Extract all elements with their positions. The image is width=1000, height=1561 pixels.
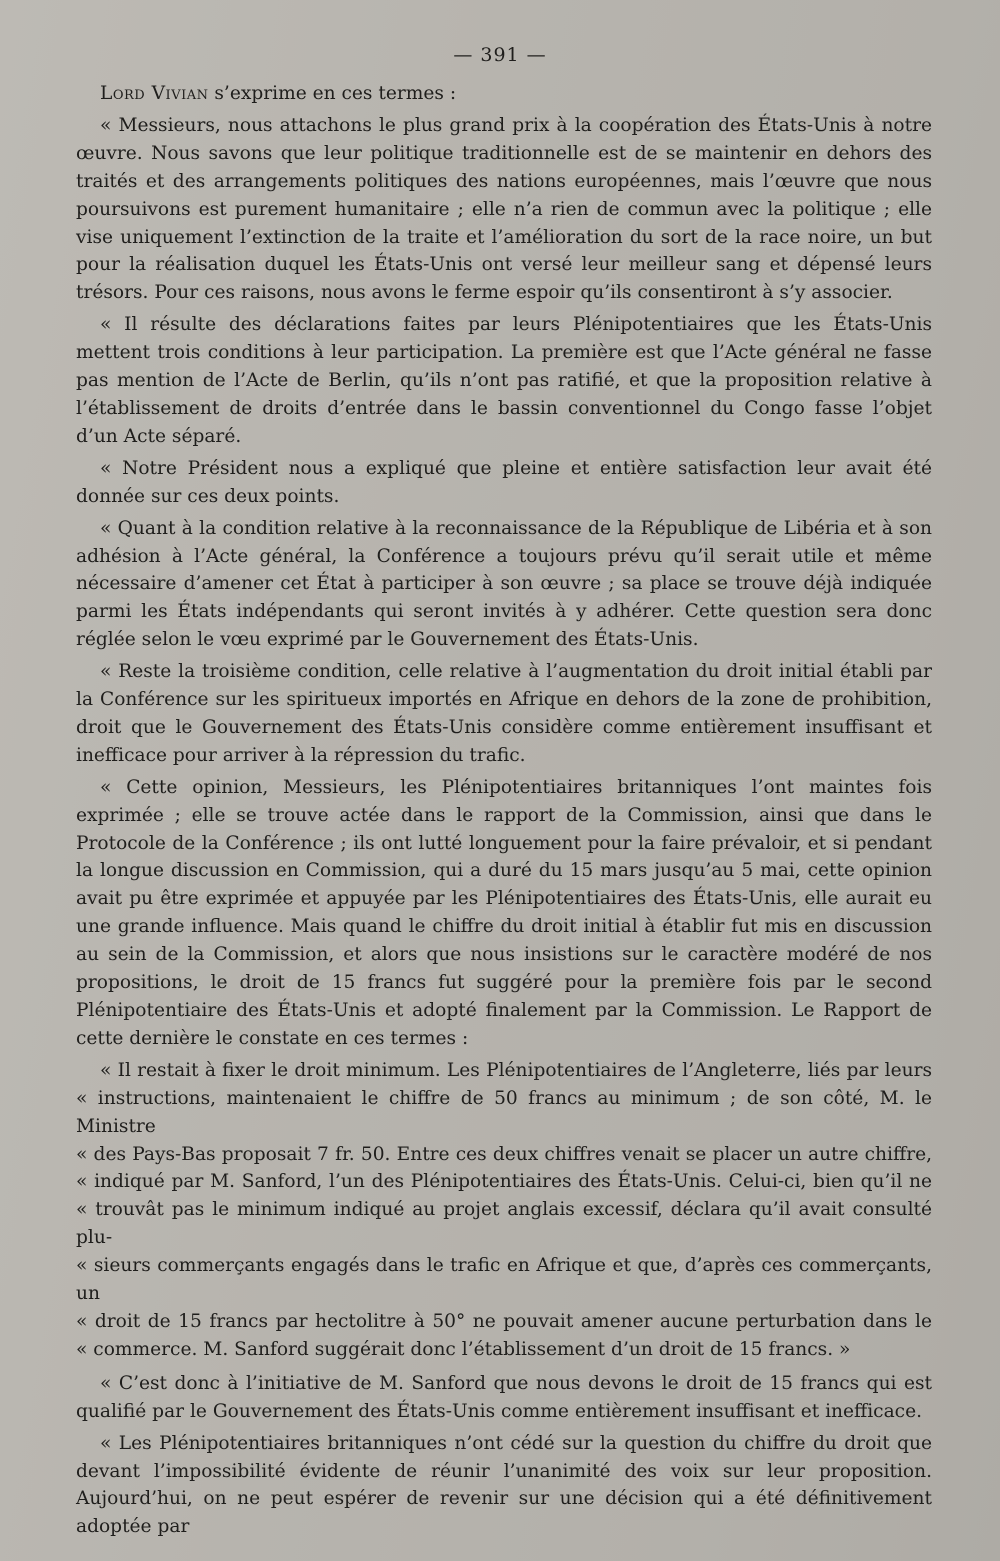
quote-line-6: « sieurs commerçants engagés dans le trafic en Afrique et que, d’après ces commerçants, un xyxy=(76,1255,932,1305)
intro-line xyxy=(76,80,932,108)
quote-line-1: « Il restait à fixer le droit minimum. Les Plénipotentiaires de l’Angleterre, liés par leurs xyxy=(100,1059,932,1081)
paragraph-7: « C’est donc à l’initiative de M. Sanford que nous devons le droit de 15 francs qui est qualifié par le Gouvernement des États-Unis comme entièrement insuffisant et inefficace. xyxy=(76,1372,932,1422)
quote-line-4: « indiqué par M. Sanford, l’un des Plénipotentiaires des États-Unis. Celui-ci, bien qu’il ne xyxy=(76,1171,932,1193)
quote-line-7: « droit de 15 francs par hectolitre à 50° ne pouvait amener aucune perturbation dans le xyxy=(76,1310,932,1332)
paragraph-1: « Messieurs, nous attachons le plus grand prix à la coopération des États-Unis à notre œuvre. Nous savons que leur politique traditionnelle est de se maintenir en dehors des traités et des arrangements politiques des nations européennes, mais l’œuvre que nous poursuivons est purement humanitaire ; elle n’a rien de commun avec la politique ; elle vise uniquement l’extinction de la traite et l’amélioration du sort de la race noire, un but pour la réalisation duquel les États-Unis ont versé leur meilleur sang et dépensé leurs trésors. Pour ces raisons, nous avons le ferme espoir qu’ils consentiront à s’y associer. xyxy=(76,114,932,304)
commission-report-quote xyxy=(76,1057,932,1364)
paragraph-3: « Notre Président nous a expliqué que pleine et entière satisfaction leur avait été donnée sur ces deux points. xyxy=(76,457,932,507)
page-number: — 391 — xyxy=(453,44,547,66)
paragraph-6: « Cette opinion, Messieurs, les Plénipotentiaires britanniques l’ont maintes fois exprimée ; elle se trouve actée dans le rapport de la Commission, ainsi que dans le Protocole de la Conférence ; ils ont lutté longuement pour la faire prévaloir, et si pendant la longue discussion en Commission, qui a duré du 15 mars jusqu’au 5 mai, cette opinion avait pu être exprimée et appuyée par les Plénipotentiaires des États-Unis, elle aurait eu une grande influence. Mais quand le chiffre du droit initial à établir fut mis en discussion au sein de la Commission, et alors que nous insistions sur le caractère modéré de nos propositions, le droit de 15 francs fut suggéré pour la première fois par le second Plénipotentiaire des États-Unis et adopté finalement par la Commission. Le Rapport de cette dernière le constate en ces termes : xyxy=(76,776,932,1049)
quote-line-3: « des Pays-Bas proposait 7 fr. 50. Entre ces deux chiffres venait se placer un autre chiffre, xyxy=(76,1143,932,1165)
paragraph-4: « Quant à la condition relative à la reconnaissance de la République de Libéria et à son adhésion à l’Acte général, la Conférence a toujours prévu qu’il serait utile et même nécessaire d’amener cet État à participer à son œuvre ; sa place se trouve déjà indiquée parmi les États indépendants qui seront invités à y adhérer. Cette question sera donc réglée selon le vœu exprimé par le Gouvernement des États-Unis. xyxy=(76,517,932,651)
paragraph-8: « Les Plénipotentiaires britanniques n’ont cédé sur la question du chiffre du droit que devant l’impossibilité évidente de réunir l’unanimité des voix sur leur proposition. Aujourd’hui, on ne peut espérer de revenir sur une décision qui a été définitivement adoptée par xyxy=(76,1432,932,1538)
quote-line-8: « commerce. M. Sanford suggérait donc l’établissement d’un droit de 15 francs. » xyxy=(76,1338,851,1360)
speaker-name: Lord Vivian xyxy=(100,83,209,104)
quote-line-5: « trouvât pas le minimum indiqué au projet anglais excessif, déclara qu’il avait consulté plu- xyxy=(76,1199,932,1249)
quote-line-2: « instructions, maintenaient le chiffre de 50 francs au minimum ; de son côté, M. le Ministre xyxy=(76,1087,932,1137)
paragraph-5: « Reste la troisième condition, celle relative à l’augmentation du droit initial établi par la Conférence sur les spiritueux importés en Afrique en dehors de la zone de prohibition, droit que le Gouvernement des États-Unis considère comme entièrement insuffisant et inefficace pour arriver à la répression du trafic. xyxy=(76,661,932,766)
body-text xyxy=(76,80,932,1545)
paragraph-2: « Il résulte des déclarations faites par leurs Plénipotentiaires que les États-Unis mettent trois conditions à leur participation. La première est que l’Acte général ne fasse pas mention de l’Acte de Berlin, qu’ils n’ont pas ratifié, et que la proposition relative à l’établissement de droits d’entrée dans le bassin conventionnel du Congo fasse l’objet d’un Acte séparé. xyxy=(76,314,932,447)
intro-text: s’exprime en ces termes : xyxy=(208,83,457,104)
